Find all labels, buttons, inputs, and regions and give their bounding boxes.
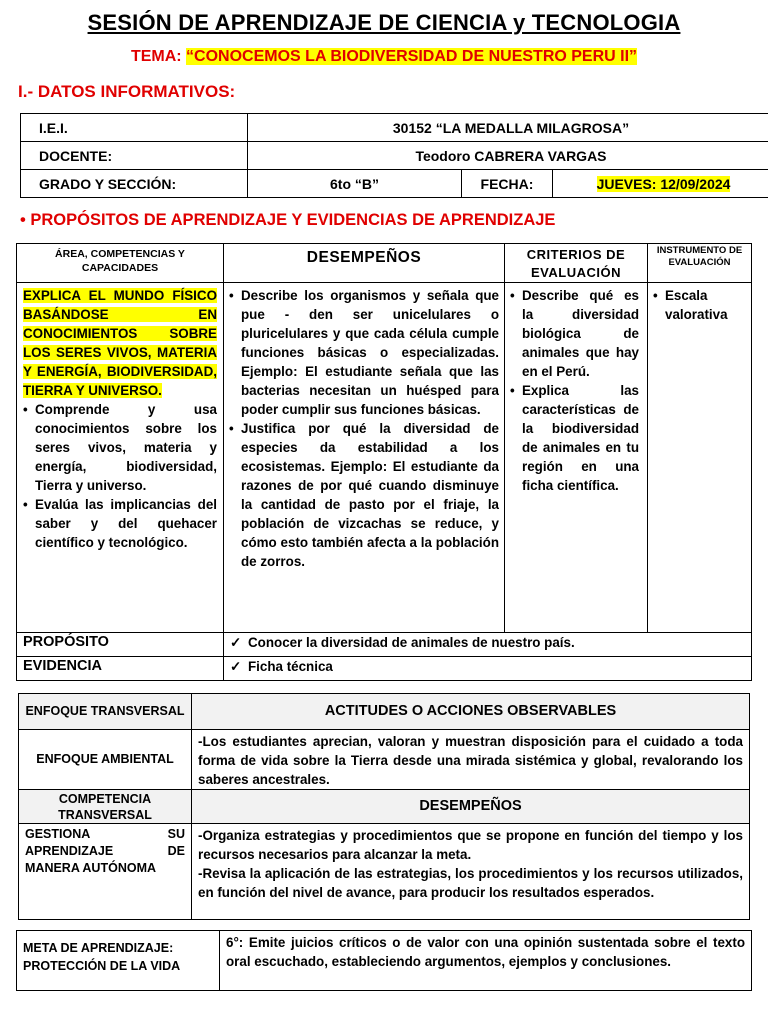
enfoque-header: ENFOQUE TRANSVERSAL — [19, 694, 192, 730]
section-propositos: • PROPÓSITOS DE APRENDIZAJE Y EVIDENCIAS DE APRENDIZAJE — [20, 211, 556, 229]
header-criterios: CRITERIOS DE EVALUACIÓN — [505, 244, 648, 283]
capacidades-list — [23, 400, 217, 552]
meta-text: 6°: Emite juicios críticos o de valor con una opinión sustentada sobre el texto oral escuchado, estableciendo argumentos, ejemplos y conclusiones. — [220, 931, 752, 991]
gestiona-label: GESTIONA SU APRENDIZAJE DE MANERA AUTÓNOMA — [19, 824, 192, 920]
tema-label: TEMA: — [130, 48, 182, 65]
evidencia-value: Ficha técnica — [248, 659, 333, 674]
gestiona-text-2: -Revisa la aplicación de las estrategias, los procedimientos y los recursos utilizados, en función del nivel de avance, para producir los resultados esperados. — [198, 866, 743, 900]
meta-label: META DE APRENDIZAJE: PROTECCIÓN DE LA VIDA — [17, 931, 220, 991]
gestiona-cell — [192, 824, 750, 920]
criterio-item: • Describe qué es la diversidad biológica de animales que hay en el Perú. — [510, 286, 639, 381]
propositos-table — [16, 243, 752, 681]
competencia-transversal-label: COMPETENCIA TRANSVERSAL — [19, 790, 192, 824]
header-instrumento: INSTRUMENTO DE EVALUACIÓN — [648, 244, 752, 283]
docente-label: DOCENTE: — [21, 142, 248, 170]
instrumento-item: • Escala valorativa — [653, 286, 747, 324]
desempeno-item: • Justifica por qué la diversidad de especies da estabilidad a los ecosistemas. Ejemplo: El estudiante da razones de por qué cuando disminuye la cantidad de pasto por el friaje, la población de vizcachas se reduce, y cómo esto también afecta a la población de zorros. — [229, 419, 499, 571]
criterios-cell — [505, 283, 648, 633]
desempenos-cell — [224, 283, 505, 633]
page-title: SESIÓN DE APRENDIZAJE DE CIENCIA y TECNOLOGIA — [87, 10, 681, 35]
proposito-cell — [224, 633, 752, 657]
fecha-value: JUEVES: 12/09/2024 — [596, 175, 731, 192]
evidencia-cell — [224, 657, 752, 681]
iei-value: 30152 “LA MEDALLA MILAGROSA” — [248, 114, 768, 142]
docente-value: Teodoro CABRERA VARGAS — [248, 142, 768, 170]
check-icon: ✓ — [230, 659, 242, 674]
evidencia-label: EVIDENCIA — [17, 657, 224, 681]
capacidad-item: • Evalúa las implicancias del saber y del quehacer científico y tecnológico. — [23, 495, 217, 552]
tema-line — [0, 48, 768, 66]
fecha-cell — [553, 170, 768, 198]
desempenos-header-2: DESEMPEÑOS — [192, 790, 750, 824]
capacidad-item: • Comprende y usa conocimientos sobre los seres vivos, materia y energía, biodiversidad, Tierra y universo. — [23, 400, 217, 495]
actitudes-header: ACTITUDES O ACCIONES OBSERVABLES — [192, 694, 750, 730]
iei-label: I.E.I. — [21, 114, 248, 142]
section-datos-informativos: I.- DATOS INFORMATIVOS: — [18, 82, 236, 101]
grado-label: GRADO Y SECCIÓN: — [21, 170, 248, 198]
grado-value: 6to “B” — [248, 170, 462, 198]
tema-value: “CONOCEMOS LA BIODIVERSIDAD DE NUESTRO PERU II” — [186, 48, 638, 65]
proposito-value: Conocer la diversidad de animales de nuestro país. — [248, 635, 575, 650]
ambiental-text: -Los estudiantes aprecian, valoran y muestran disposición para el cuidado a toda forma de vida sobre la Tierra desde una mirada sistémica y global, revalorando los saberes ancestrales. — [192, 730, 750, 790]
ambiental-label: ENFOQUE AMBIENTAL — [19, 730, 192, 790]
check-icon: ✓ — [230, 635, 242, 650]
gestiona-text-1: -Organiza estrategias y procedimientos que se propone en función del tiempo y los recursos necesarios para alcanzar la meta. — [198, 828, 743, 862]
criterios-list — [510, 286, 639, 495]
instrumento-cell — [648, 283, 752, 633]
criterio-item: • Explica las características de la biodiversidad de animales en tu región en una ficha científica. — [510, 381, 639, 495]
proposito-label: PROPÓSITO — [17, 633, 224, 657]
meta-table — [16, 930, 752, 991]
fecha-label: FECHA: — [462, 170, 553, 198]
desempenos-list — [229, 286, 499, 571]
desempeno-item: • Describe los organismos y señala que pue - den ser unicelulares o pluricelulares y que cada célula cumple funciones básicas o especializadas. Ejemplo: El estudiante señala que las bacterias necesitan un huésped para poder cumplir sus funciones básicas. — [229, 286, 499, 419]
header-desempenos: DESEMPEÑOS — [224, 244, 505, 283]
enfoque-table — [18, 693, 750, 920]
instrumento-list — [653, 286, 747, 324]
header-area: ÁREA, COMPETENCIAS Y CAPACIDADES — [17, 244, 224, 283]
competencia: EXPLICA EL MUNDO FÍSICO BASÁNDOSE EN CONOCIMIENTOS SOBRE LOS SERES VIVOS, MATERIA Y ENERGÍA, BIODIVERSIDAD, TIERRA Y UNIVERSO. — [23, 288, 217, 398]
info-table — [20, 113, 768, 198]
area-cell — [17, 283, 224, 633]
